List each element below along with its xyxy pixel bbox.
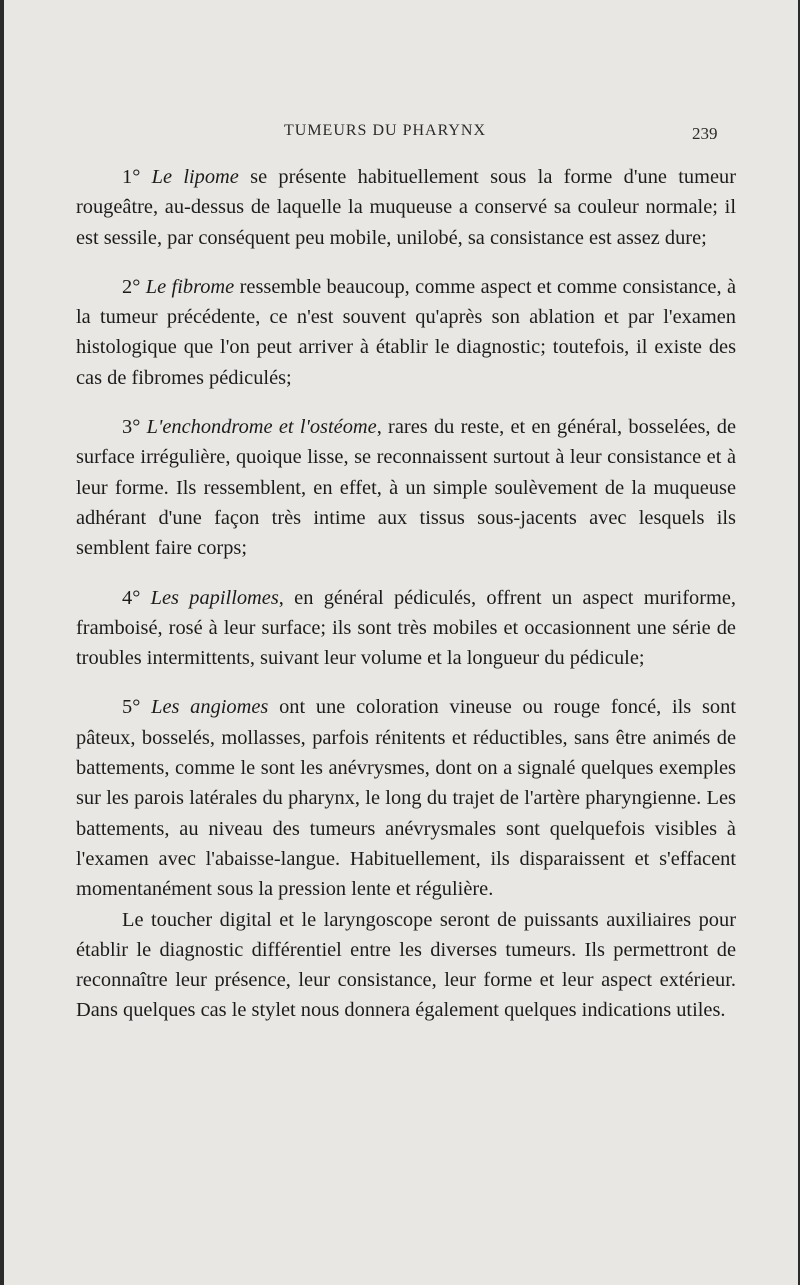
- paragraph-text: , rares du reste, et en général, bosselées, de surface irrégulière, quoique lisse, se reconnaissent surtout à leur consistance et à leur forme. Ils ressemblent, en effet, à un simple soulèvement de la muqueuse adhérant d'une façon très intime aux tissus sous-jacents avec lesquels ils semblent faire corps;: [76, 416, 737, 560]
- term-lipome: Le lipome: [151, 166, 239, 188]
- paragraph-text: ressemble beaucoup, comme aspect et comme consistance, à la tumeur précédente, ce n'est souvent qu'après son ablation et par l'examen histologique que l'on peut arriver à établir le diagnostic; toutefois, il existe des cas de fibromes pédiculés;: [76, 275, 736, 389]
- paragraph-enchondrome: [76, 412, 736, 563]
- paragraph-text: se présente habituellement sous la forme d'une tumeur rougeâtre, au-dessus de laquelle la muqueuse a conservé sa couleur normale; il est sessile, par conséquent peu mobile, unilobé, sa consistance est assez dure;: [76, 166, 736, 249]
- term-papillomes: Les papillomes: [150, 586, 279, 609]
- list-number: 2°: [122, 275, 146, 298]
- paragraph-text: ont une coloration vineuse ou rouge foncé, ils sont pâteux, bosselés, mollasses, parfois rénitents et réductibles, sans être animés de battements, comme le sont les anévrysmes, dont on a signalé quelques exemples sur les parois latérales du pharynx, le long du trajet de l'artère pharyngienne. Les battements, au niveau des tumeurs anévrysmales sont quelquefois visibles à l'examen avec l'abaisse-langue. Habituellement, ils disparaissent et s'effacent momentanément sous la pression lente et régulière.: [76, 696, 736, 901]
- paragraph-fibrome: [76, 272, 736, 393]
- paragraph-angiomes: [76, 692, 736, 904]
- book-page: [4, 0, 798, 1285]
- paragraph-lipome: [76, 162, 736, 253]
- page-header: [4, 122, 798, 150]
- paragraph-text: Le toucher digital et le laryngoscope seront de puissants auxiliaires pour établir le diagnostic différentiel entre les diverses tumeurs. Ils permettront de reconnaître leur présence, leur consistance, leur forme et leur aspect extérieur. Dans quelques cas le stylet nous donnera également quelques indications utiles.: [76, 908, 736, 1022]
- paragraph-papillomes: [76, 583, 736, 674]
- term-angiomes: Les angiomes: [151, 696, 269, 719]
- list-number: 4°: [122, 586, 151, 609]
- paragraph-text: , en général pédiculés, offrent un aspect muriforme, framboisé, rosé à leur surface; ils sont très mobiles et occasionnent une série de troubles intermittents, suivant leur volume et la longueur du pédicule;: [76, 586, 736, 670]
- running-title: TUMEURS DU PHARYNX: [284, 122, 487, 139]
- paragraph-diagnostic: [76, 905, 736, 1026]
- term-fibrome: Le fibrome: [145, 275, 235, 298]
- list-number: 3°: [122, 416, 147, 439]
- term-enchondrome: L'enchondrome et l'ostéome: [146, 416, 377, 439]
- page-number: 239: [692, 124, 718, 143]
- list-number: 1°: [122, 166, 152, 188]
- list-number: 5°: [122, 696, 152, 719]
- page-body: [76, 162, 736, 1026]
